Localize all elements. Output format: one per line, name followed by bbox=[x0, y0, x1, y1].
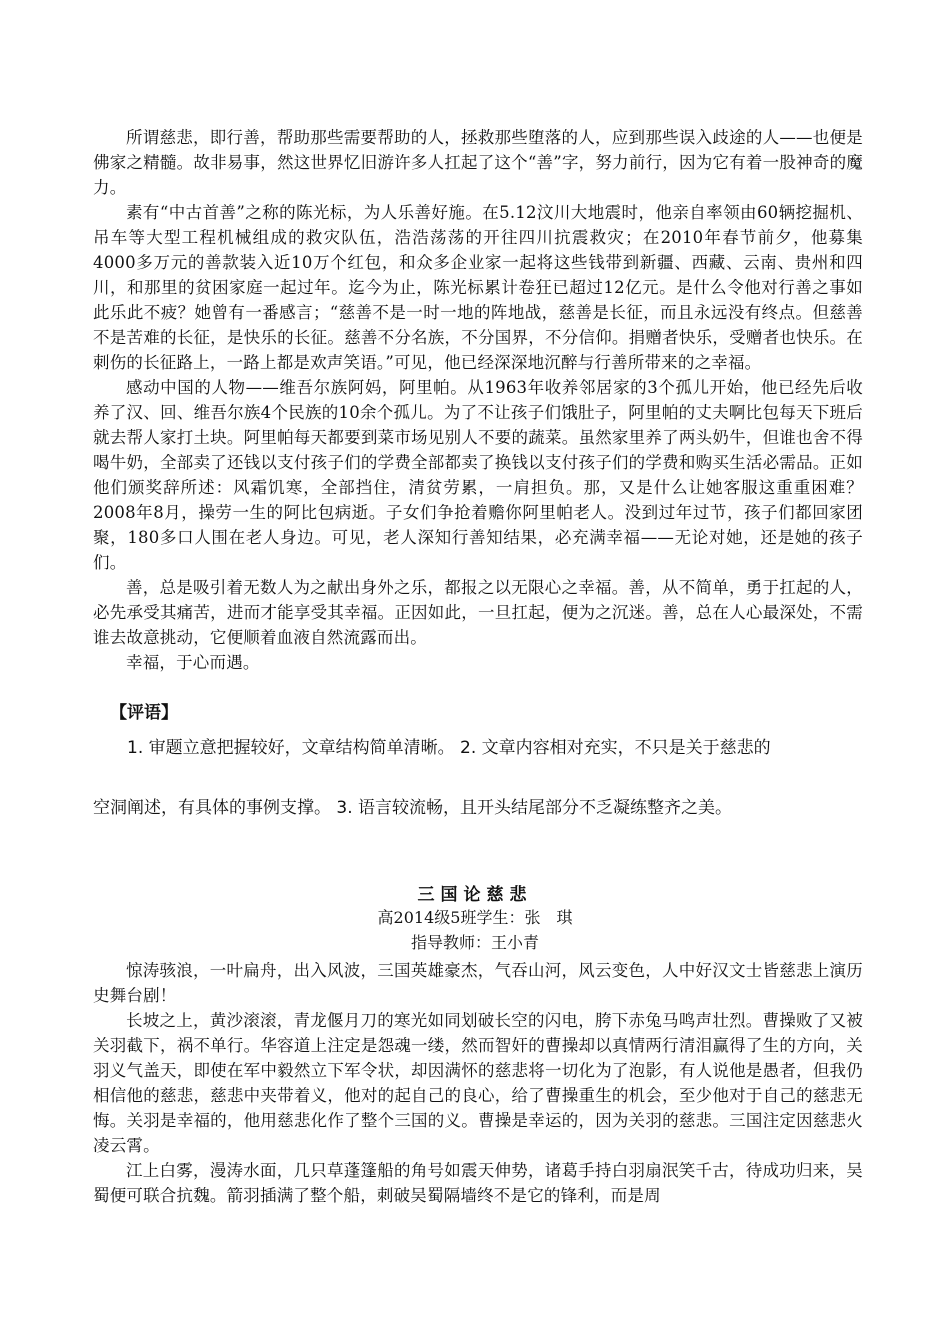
review-line-one: 1. 审题立意把握较好，文章结构简单清晰。 2. 文章内容相对充实，不只是关于慈悲的 bbox=[127, 738, 771, 758]
review-line-two: 空洞阐述，有具体的事例支撑。 3. 语言较流畅，且开头结尾部分不乏凝练整齐之美。 bbox=[93, 798, 733, 818]
essay-two-paragraph: 惊涛骇浪，一叶扁舟，出入风波，三国英雄豪杰，气吞山河，风云变色，人中好汉文士皆慈悲上演历史舞台剧！ bbox=[93, 961, 863, 1005]
essay-two-author: 高2014级5班学生：张 琪 bbox=[377, 908, 573, 927]
essay-one-paragraph: 素有“中古首善”之称的陈光标，为人乐善好施。在5.12汶川大地震时，他亲自率领由60辆挖掘机、吊车等大型工程机械组成的救灾队伍，浩浩荡荡的开往四川抗震救灾；在2010年春节前夕，他募集4000多万元的善款装入近10万个红包，和众多企业家一起将这些钱带到新疆、西藏、云南、贵州和四川，和那里的贫困家庭一起过年。迄今为止，陈光标累计卷狂已超过12亿元。是什么令他对行善之事如此乐此不疲？她曾有一番感言；“慈善不是一时一地的阵地战，慈善是长征，而且永远没有终点。但慈善不是苦难的长征，是快乐的长征。慈善不分名族，不分国界，不分信仰。捐赠者快乐，受赠者也快乐。在刺伤的长征路上，一路上都是欢声笑语。”可见，他已经深深地沉醉与行善所带来的之幸福。 bbox=[93, 203, 863, 372]
essay-two-title: 三国论慈悲 bbox=[417, 885, 533, 905]
essay-one-paragraph: 感动中国的人物——维吾尔族阿妈，阿里帕。从1963年收养邻居家的3个孤儿开始，他已经先后收养了汉、回、维吾尔族4个民族的10余个孤儿。为了不让孩子们饿肚子，阿里帕的丈夫啊比包每天下班后就去帮人家打土块。阿里帕每天都要到菜市场见别人不要的蔬菜。虽然家里养了两头奶牛，但谁也舍不得喝牛奶，全部卖了还钱以支付孩子们的学费全部都卖了换钱以支付孩子们的学费和购买生活必需品。正如他们颁奖辞所述：风霜饥寒，全部挡住，清贫劳累，一肩担负。那，又是什么让她客服这重重困难？2008年8月，操劳一生的阿比包病逝。子女们争抢着赡你阿里帕老人。没到过年过节，孩子们都回家团聚，180多口人围在老人身边。可见，老人深知行善知结果，必充满幸福——无论对她，还是她的孩子们。 bbox=[93, 378, 863, 572]
essay-one-paragraph: 所谓慈悲，即行善，帮助那些需要帮助的人，拯救那些堕落的人，应到那些误入歧途的人——也便是佛家之精髓。故非易事，然这世界忆旧游许多人扛起了这个“善”字，努力前行，因为它有着一股神奇的魔力。 bbox=[93, 128, 863, 197]
essay-one-paragraph: 善，总是吸引着无数人为之献出身外之乐，都报之以无限心之幸福。善，从不简单，勇于扛起的人，必先承受其痛苦，进而才能享受其幸福。正因如此，一旦扛起，便为之沉迷。善，总在人心最深处，不需谁去故意挑动，它便顺着血液自然流露而出。 bbox=[93, 578, 863, 647]
essay-two bbox=[93, 958, 863, 1208]
essay-one bbox=[93, 125, 863, 675]
review-label: 【评语】 bbox=[110, 703, 178, 723]
essay-two-paragraph: 江上白雾，漫涛水面，几只草蓬篷船的角号如震天伸势，诸葛手持白羽扇泯笑千古，待成功归来，吴蜀便可联合抗魏。箭羽插满了整个船，刺破吴蜀隔墙终不是它的锋利，而是周 bbox=[93, 1161, 863, 1205]
essay-two-teacher: 指导教师：王小青 bbox=[410, 933, 539, 952]
essay-one-paragraph: 幸福，于心而遇。 bbox=[126, 653, 260, 672]
essay-two-paragraph: 长坡之上，黄沙滚滚，青龙偃月刀的寒光如同划破长空的闪电，胯下赤兔马鸣声壮烈。曹操败了又被关羽截下，祸不单行。华容道上注定是怨魂一缕，然而智奸的曹操却以真情两行清泪赢得了生的方向，关羽义气盖天，即使在军中毅然立下军令状，却因满怀的慈悲将一切化为了泡影，有人说他是愚者，但我仍相信他的慈悲，慈悲中夹带着义，他对的起自己的良心，给了曹操重生的机会，至少他对于自己的慈悲无悔。关羽是幸福的，他用慈悲化作了整个三国的义。曹操是幸运的，因为关羽的慈悲。三国注定因慈悲火凌云霄。 bbox=[93, 1011, 863, 1155]
